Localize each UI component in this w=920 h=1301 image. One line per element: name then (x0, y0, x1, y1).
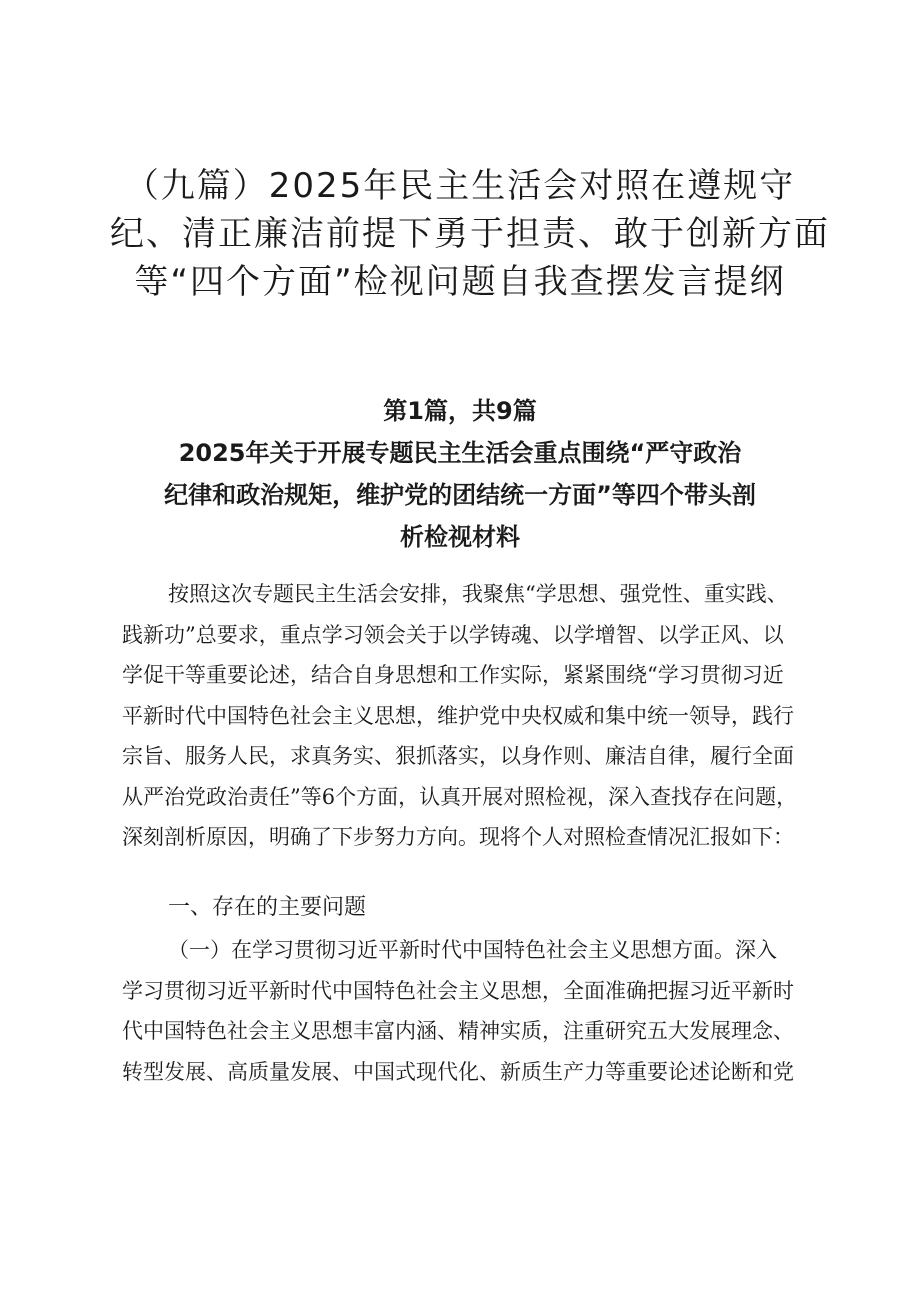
part-counter: 第1篇，共9篇 (383, 397, 537, 425)
subsection-paragraph (122, 930, 802, 1092)
part-title-line: 析检视材料 (400, 523, 520, 551)
paragraph-line: 深刻剖析原因，明确了下步努力方向。现将个人对照检查情况汇报如下： (122, 825, 794, 849)
paragraph-line: 转型发展、高质量发展、中国式现代化、新质生产力等重要论述论断和党 (122, 1059, 794, 1084)
document-title (110, 162, 830, 306)
document-title-line: 等“四个方面”检视问题自我查摆发言提纲 (134, 262, 786, 302)
paragraph-line: （一）在学习贯彻习近平新时代中国特色社会主义思想方面。深入 (168, 938, 777, 962)
intro-paragraph (122, 574, 802, 858)
paragraph-line: 按照这次专题民主生活会安排，我聚焦“学思想、强党性、重实践、 (168, 582, 788, 606)
part-title-line: 纪律和政治规矩，维护党的团结统一方面”等四个带头剖 (164, 481, 756, 509)
paragraph-line: 学习贯彻习近平新时代中国特色社会主义思想，全面准确把握习近平新时 (122, 978, 794, 1003)
part-title (130, 390, 790, 558)
part-title-line: 2025年关于开展专题民主生活会重点围绕“严守政治 (178, 439, 742, 467)
paragraph-line: 从严治党政治责任”等6个方面，认真开展对照检视，深入查找存在问题， (122, 784, 798, 809)
document-title-line: 纪、清正廉洁前提下勇于担责、敢于创新方面 (110, 214, 830, 254)
section-heading: 一、存在的主要问题 (168, 895, 367, 920)
paragraph-line: 学促干等重要论述，结合自身思想和工作实际，紧紧围绕“学习贯彻习近 (122, 663, 784, 687)
paragraph-line: 践新功”总要求，重点学习领会关于以学铸魂、以学增智、以学正风、以 (122, 622, 784, 647)
paragraph-line: 宗旨、服务人民，求真务实、狠抓落实，以身作则、廉洁自律，履行全面 (122, 744, 794, 768)
paragraph-line: 代中国特色社会主义思想丰富内涵、精神实质，注重研究五大发展理念、 (122, 1019, 794, 1043)
paragraph-line: 平新时代中国特色社会主义思想，维护党中央权威和集中统一领导，践行 (122, 703, 794, 728)
document-title-line: （九篇）2025年民主生活会对照在遵规守 (124, 166, 796, 206)
